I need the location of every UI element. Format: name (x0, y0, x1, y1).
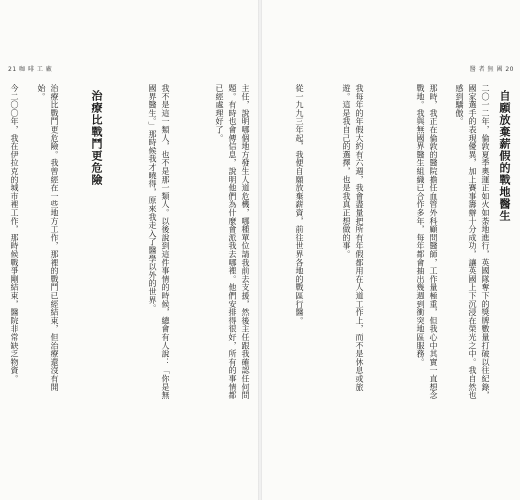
right-column-c: 我每年的年假大約有六週，我會盡量把所有年假都用在人道工作上，而不是休息或旅遊。這是我自己的選擇，也是我真正想做的事。 (342, 84, 364, 392)
right-column-b: 那時，我正在倫敦的醫院擔任血管外科顧問醫師，工作量極重，但我心中其實一直想念戰地。我與無國界醫生組織已合作多年，每年都會抽出幾週到衝突地區服務。 (416, 84, 438, 400)
right-column-d: 從一九九三年起，我便自願放棄薪資，前往世界各地的戰區行醫。 (295, 84, 304, 325)
left-folio: 21 咖 啡 工 廠 (8, 66, 53, 73)
left-column-b: 我不是這一類人，也不是那一類人。以後說到這件事情的時候，總會有人說：「你是無國界醫生。」那時候我才曉得，原來我走入了醫學以外的世界。 (148, 84, 170, 400)
left-heading: 治療比戰鬥更危險 (90, 90, 103, 186)
left-column-a: 主任，說明哪個地方發生人道危機，哪種單位請我前去支援，然後主任跟我確認任何問題。有時也會傳信息，說明他們為什麼會派我去哪裡。他們安排得很好，所有的事情都已經處理好了。 (215, 84, 250, 400)
right-page (262, 0, 520, 500)
right-column-a: 二〇一二年，倫敦夏季奧運正如火如荼地進行，英國隊奪下的獎牌數量打破以往紀錄，國家選手的表現優異，加上賽事籌辦十分成功，讓英國上下沉浸在榮光之中。我自然也感到驕傲。 (455, 84, 490, 400)
left-page (0, 0, 258, 500)
right-heading: 自願放棄薪假的戰地醫生 (498, 90, 511, 222)
left-column-c: 治療比戰鬥更危險。我曾經在一些地方工作，那裡的戰鬥已經結束，但治療還沒有開始。 (37, 84, 59, 392)
left-column-d: 今二〇〇年，我在伊拉克的城市裡工作，那時候戰爭剛結束，醫院非常缺乏物資。 (10, 84, 19, 383)
right-folio: 醫 者 無 國 20 (469, 66, 514, 73)
